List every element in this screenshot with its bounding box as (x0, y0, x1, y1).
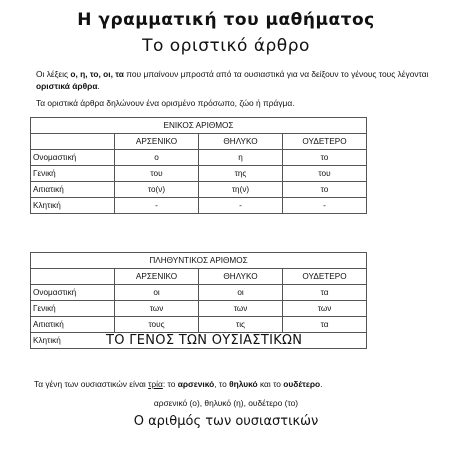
table-row (31, 150, 367, 166)
column-header: ΟΥΔΕΤΕΡΟ (283, 134, 367, 150)
case-label: Αιτιατική (31, 182, 115, 198)
table-row (31, 182, 367, 198)
case-label: Γενική (31, 301, 115, 317)
table-row (31, 317, 367, 333)
table-cell: - (115, 198, 199, 214)
table-caption-row (31, 118, 367, 134)
table-header-empty (31, 269, 115, 285)
table-cell: - (199, 198, 283, 214)
column-header: ΘΗΛΥΚΟ (199, 134, 283, 150)
column-header: ΟΥΔΕΤΕΡΟ (283, 269, 367, 285)
column-header: ΘΗΛΥΚΟ (199, 269, 283, 285)
genders-paragraph (34, 378, 434, 390)
case-label: Ονομαστική (31, 150, 115, 166)
genders-text-2: : το (162, 379, 178, 389)
page-subtitle: Το οριστικό άρθρο (142, 36, 310, 56)
table-cell: οι (199, 285, 283, 301)
table-caption: ΠΛΗΘΥΝΤΙΚΟΣ ΑΡΙΘΜΟΣ (31, 253, 367, 269)
intro-text-1: Οι λέξεις (36, 69, 71, 79)
table-cell: η (199, 150, 283, 166)
case-label: Κλητική (31, 198, 115, 214)
gender-neuter: ουδέτερο (283, 379, 321, 389)
genders-examples: αρσενικό (ο), θηλυκό (η), ουδέτερο (το) (153, 398, 299, 408)
table-header-row (31, 134, 367, 150)
table-cell: το (283, 150, 367, 166)
genders-text-4: και το (257, 379, 284, 389)
table-cell: τη(ν) (199, 182, 283, 198)
table-cell: ο (115, 150, 199, 166)
intro-articles: ο, η, το, οι, τα (70, 69, 124, 79)
column-header: ΑΡΣΕΝΙΚΟ (115, 269, 199, 285)
intro-paragraph (36, 68, 434, 92)
table-cell: το(ν) (115, 182, 199, 198)
table-cell: του (115, 166, 199, 182)
intro-text-2: που μπαίνουν μπροστά από τα ουσιαστικά για να δείξουν το γένους τους λέγονται (123, 69, 429, 79)
intro-text-3: . (97, 81, 100, 91)
table-caption: ΕΝΙΚΟΣ ΑΡΙΘΜΟΣ (31, 118, 367, 134)
table-cell: των (199, 301, 283, 317)
table-cell: το (283, 182, 367, 198)
table-header-row (31, 269, 367, 285)
table-cell: - (283, 198, 367, 214)
table-cell: τις (199, 317, 283, 333)
genders-text-3: , το (214, 379, 230, 389)
genders-text-5: . (320, 379, 323, 389)
table-row (31, 301, 367, 317)
intro-paragraph-2: Τα οριστικά άρθρα δηλώνουν ένα ορισμένο πρόσωπο, ζώο ή πράγμα. (36, 98, 295, 108)
gender-masculine: αρσενικό (177, 379, 215, 389)
genders-count: τρία (148, 379, 163, 389)
table-header-empty (31, 134, 115, 150)
table-cell: των (115, 301, 199, 317)
case-label: Γενική (31, 166, 115, 182)
gender-feminine: θηλυκό (229, 379, 258, 389)
genders-heading: ΤΟ ΓΕΝΟΣ ΤΩΝ ΟΥΣΙΑΣΤΙΚΩΝ (106, 333, 303, 348)
table-cell: της (199, 166, 283, 182)
table-row (31, 198, 367, 214)
table-cell: των (283, 301, 367, 317)
table-row (31, 166, 367, 182)
table-cell: τα (283, 317, 367, 333)
table-cell: οι (115, 285, 199, 301)
page-title: Η γραμματική του μαθήματος (77, 10, 375, 30)
singular-table (30, 117, 367, 214)
table-row (31, 285, 367, 301)
table-cell: τα (283, 285, 367, 301)
case-label: Κλητική (31, 333, 115, 349)
table-cell: του (283, 166, 367, 182)
intro-term: οριστικά άρθρα (36, 81, 98, 91)
case-label: Ονομαστική (31, 285, 115, 301)
case-label: Αιτιατική (31, 317, 115, 333)
genders-text-1: Τα γένη των ουσιαστικών είναι (34, 379, 149, 389)
table-caption-row (31, 253, 367, 269)
section-heading-number: Ο αριθμός των ουσιαστικών (133, 414, 319, 429)
table-cell: τους (115, 317, 199, 333)
column-header: ΑΡΣΕΝΙΚΟ (115, 134, 199, 150)
